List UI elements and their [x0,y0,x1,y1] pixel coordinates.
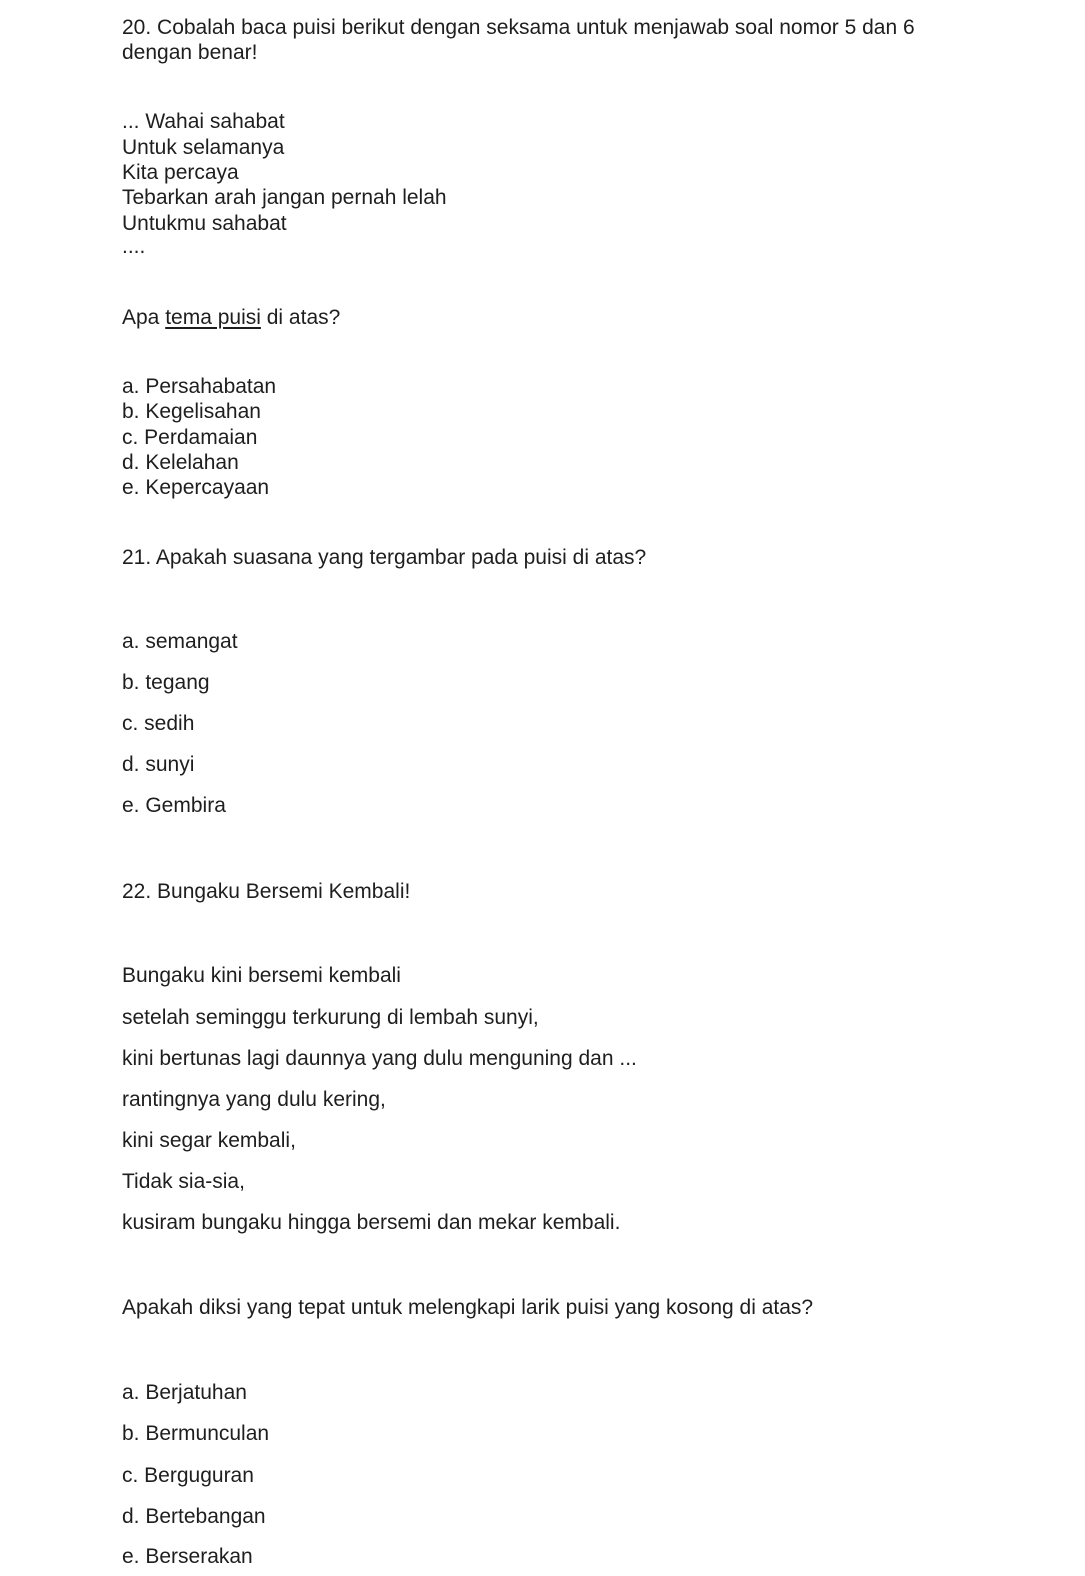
q20-option-d: d. Kelelahan [122,451,239,474]
q22-poem-line: rantingnya yang dulu kering, [122,1088,386,1111]
q20-question [122,305,340,330]
q20-question-underlined: tema puisi [165,306,261,329]
q21-option-c: c. sedih [122,712,195,735]
q20-question-pre: Apa [122,306,166,329]
q21-option-d: d. sunyi [122,753,195,776]
q22-option-c: c. Berguguran [122,1464,254,1487]
q20-intro-line-2: dengan benar! [122,41,258,64]
q20-poem-line: ... Wahai sahabat [122,110,285,133]
q22-option-b: b. Bermunculan [122,1422,270,1445]
q22-option-e: e. Berserakan [122,1545,253,1568]
q20-poem-line: Kita percaya [122,161,239,184]
q22-question: Apakah diksi yang tepat untuk melengkapi larik puisi yang kosong di atas? [122,1296,814,1319]
q20-poem-line: .... [122,235,146,258]
q22-poem-line: Tidak sia-sia, [122,1170,245,1193]
q22-option-d: d. Bertebangan [122,1505,266,1528]
q22-poem-line: kini bertunas lagi daunnya yang dulu menguning dan ... [122,1047,637,1070]
q20-option-b: b. Kegelisahan [122,400,261,423]
q20-option-e: e. Kepercayaan [122,476,270,499]
q20-intro-line-1: 20. Cobalah baca puisi berikut dengan seksama untuk menjawab soal nomor 5 dan 6 [122,16,915,39]
q21-question: 21. Apakah suasana yang tergambar pada puisi di atas? [122,546,647,569]
q22-poem-line: kusiram bungaku hingga bersemi dan mekar kembali. [122,1211,621,1234]
q20-question-post: di atas? [260,306,341,329]
q20-poem-line: Untuk selamanya [122,136,285,159]
q22-poem-line: Bungaku kini bersemi kembali [122,964,401,987]
q22-poem-line: kini segar kembali, [122,1129,296,1152]
q20-option-c: c. Perdamaian [122,426,258,449]
q20-poem-line: Untukmu sahabat [122,212,287,235]
q22-poem-line: setelah seminggu terkurung di lembah sunyi, [122,1006,539,1029]
q22-title: 22. Bungaku Bersemi Kembali! [122,880,411,903]
q20-poem-line: Tebarkan arah jangan pernah lelah [122,186,447,209]
q21-option-a: a. semangat [122,630,238,653]
q21-option-e: e. Gembira [122,794,226,817]
q20-option-a: a. Persahabatan [122,375,277,398]
q22-option-a: a. Berjatuhan [122,1381,247,1404]
q21-option-b: b. tegang [122,671,210,694]
